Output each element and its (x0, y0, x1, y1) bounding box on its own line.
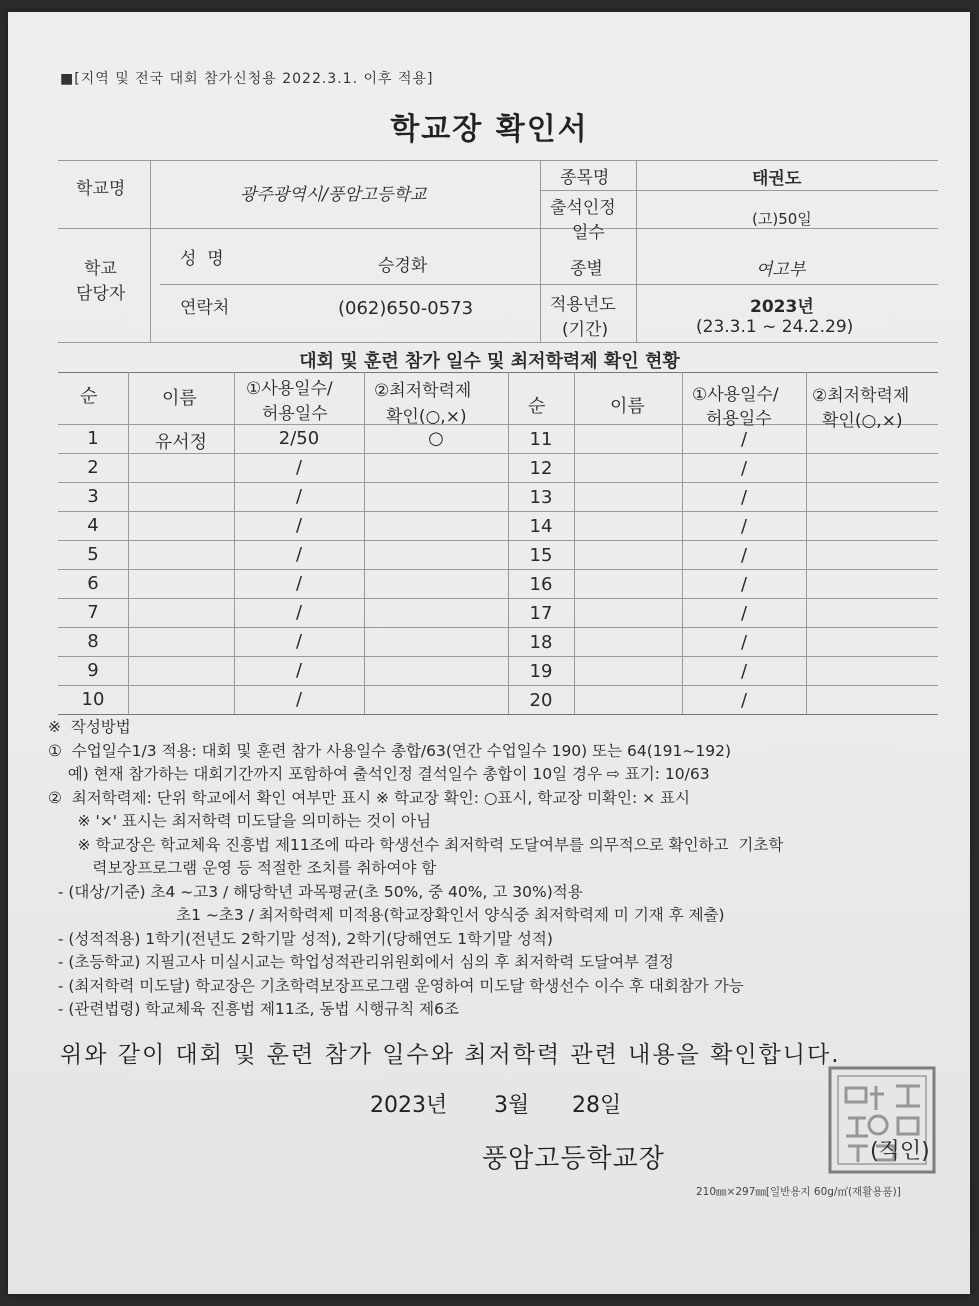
days-used: / (295, 486, 303, 507)
table-vline-7 (806, 372, 807, 714)
row-number: 3 (87, 486, 99, 507)
days-used: / (295, 544, 303, 565)
contact-label: 연락처 (180, 298, 230, 318)
name-label: 성 명 (180, 249, 224, 269)
table-vline-3 (364, 372, 365, 714)
sport-value: 태권도 (752, 169, 802, 189)
row-number: 19 (529, 661, 553, 682)
date-day: 28일 (572, 1093, 622, 1118)
note-line: - (초등학교) 지필고사 미실시교는 학업성적관리위원회에서 심의 후 최저학력 도달여부 결정 (48, 953, 674, 971)
header-check-right-2: 확인(○,×) (822, 411, 903, 431)
notes-heading: ※ 작성방법 (48, 718, 131, 736)
note-line: - (관련법령) 학교체육 진흥법 제11조, 동법 시행규칙 제6조 (48, 1000, 459, 1018)
info-vline-1 (150, 160, 151, 342)
academic-check: ○ (428, 428, 444, 449)
staff-label-2: 담당자 (76, 284, 126, 304)
year-label-2: (기간) (562, 320, 609, 340)
days-used: / (295, 631, 303, 652)
date-month: 3월 (494, 1093, 530, 1118)
days-used: / (740, 661, 748, 682)
info-vline-2 (540, 160, 541, 342)
note-line: ※ '×' 표시는 최저학력 미도달을 의미하는 것이 아님 (48, 812, 432, 830)
days-used: / (740, 545, 748, 566)
document-title: 학교장 확인서 (390, 112, 589, 147)
header-days-left-1: ①사용일수/ (246, 379, 333, 399)
paper-spec-footer: 210㎜×297㎜[일반용지 60g/㎡(재활용품)] (696, 1186, 901, 1198)
days-used: 2/50 (278, 428, 320, 449)
row-number: 11 (529, 429, 553, 450)
info-bottom-line (58, 342, 938, 343)
note-line: 예) 현재 참가하는 대회기간까지 포함하여 출석인정 결석일수 총합이 10일 경우 ⇨ 표기: 10/63 (48, 765, 710, 783)
row-number: 5 (87, 544, 99, 565)
table-vline-5 (574, 372, 575, 714)
header-no-left: 순 (80, 386, 98, 407)
row-number: 20 (529, 690, 553, 711)
header-check-left-1: ②최저학력제 (374, 381, 472, 401)
header-name-right: 이름 (610, 396, 645, 417)
note-line: ※ 학교장은 학교체육 진흥법 제11조에 따라 학생선수 최저학력 도달여부를 의무적으로 확인하고 기초학 (48, 835, 784, 854)
writing-instructions (48, 716, 783, 1022)
name-value: 승경화 (378, 256, 428, 276)
note-line: - (최저학력 미도달) 학교장은 기초학력보장프로그램 운영하여 미도달 학생선수 이수 후 대회참가 가능 (48, 976, 744, 995)
days-used: / (740, 603, 748, 624)
days-used: / (740, 632, 748, 653)
date-year: 2023년 (370, 1093, 448, 1118)
row-number: 15 (529, 545, 553, 566)
table-bottom-line (58, 714, 938, 715)
days-used: / (295, 515, 303, 536)
row-number: 10 (81, 689, 105, 710)
info-top-line (58, 160, 938, 161)
row-number: 8 (87, 631, 99, 652)
row-number: 7 (87, 602, 99, 623)
staff-label-1: 학교 (84, 259, 117, 279)
attendance-value: (고)50일 (752, 210, 812, 228)
days-used: / (295, 457, 303, 478)
confirmation-text: 위와 같이 대회 및 훈련 참가 일수와 최저학력 관련 내용을 확인합니다. (60, 1042, 841, 1068)
section-title: 대회 및 훈련 참가 일수 및 최저학력제 확인 현황 (299, 351, 680, 372)
note-line: ② 최저학력제: 단위 학교에서 확인 여부만 표시 ※ 학교장 확인: ○표시, 학교장 미확인: × 표시 (48, 788, 691, 807)
days-used: / (295, 660, 303, 681)
row-number: 17 (529, 603, 553, 624)
note-line: - (대상/기준) 초4 ~고3 / 해당학년 과목평균(초 50%, 중 40%, 고 30%)적용 (48, 882, 583, 901)
info-name-line (160, 284, 938, 285)
seal-label: (직인) (870, 1139, 930, 1164)
sport-label: 종목명 (560, 168, 610, 188)
days-used: / (295, 602, 303, 623)
days-used: / (740, 690, 748, 711)
header-days-right-1: ①사용일수/ (692, 385, 779, 405)
attendance-label-2: 일수 (572, 223, 605, 243)
info-vline-3 (636, 160, 637, 342)
attendance-label-1: 출석인정 (550, 198, 616, 218)
year-label-1: 적용년도 (550, 295, 616, 315)
contact-value: (062)650-0573 (338, 298, 474, 319)
row-number: 18 (529, 632, 553, 653)
row-number: 9 (87, 660, 99, 681)
days-used: / (740, 487, 748, 508)
year-value: 2023년 (750, 297, 814, 317)
school-value: 광주광역시/풍암고등학교 (240, 185, 427, 205)
table-vline-1 (128, 372, 129, 714)
note-line: 력보장프로그램 운영 등 적절한 조치를 취하여야 함 (48, 859, 437, 877)
note-line: - (성적적용) 1학기(전년도 2학기말 성적), 2학기(당해연도 1학기말 성적) (48, 929, 553, 948)
row-number: 13 (529, 487, 553, 508)
gender-label: 종별 (570, 259, 603, 279)
days-used: / (740, 429, 748, 450)
info-sport-line (540, 190, 938, 191)
period-value: (23.3.1 ~ 24.2.29) (696, 317, 854, 337)
days-used: / (740, 458, 748, 479)
days-used: / (740, 574, 748, 595)
days-used: / (740, 516, 748, 537)
row-number: 1 (87, 428, 99, 449)
gender-value: 여고부 (756, 260, 806, 280)
row-number: 16 (529, 574, 553, 595)
header-note: ■[지역 및 전국 대회 참가신청용 2022.3.1. 이후 적용] (60, 71, 434, 87)
row-number: 2 (87, 457, 99, 478)
athlete-name: 유서정 (154, 432, 208, 453)
note-line: 초1 ~초3 / 최저학력제 미적용(학교장확인서 양식중 최저학력제 미 기재 후 제출) (48, 906, 725, 924)
header-days-left-2: 허용일수 (262, 404, 328, 424)
header-no-right: 순 (528, 396, 546, 417)
row-number: 14 (529, 516, 553, 537)
principal-name: 풍암고등학교장 (482, 1144, 665, 1174)
note-line: ① 수업일수1/3 적용: 대회 및 훈련 참가 사용일수 총합/63(연간 수업일수 190) 또는 64(191~192) (48, 741, 731, 760)
header-name-left: 이름 (162, 388, 197, 409)
school-label: 학교명 (76, 179, 126, 199)
row-number: 6 (87, 573, 99, 594)
row-number: 12 (529, 458, 553, 479)
row-number: 4 (87, 515, 99, 536)
days-used: / (295, 573, 303, 594)
header-check-left-2: 확인(○,×) (386, 407, 467, 427)
days-used: / (295, 689, 303, 710)
header-check-right-1: ②최저학력제 (812, 386, 910, 406)
header-days-right-2: 허용일수 (706, 409, 772, 429)
